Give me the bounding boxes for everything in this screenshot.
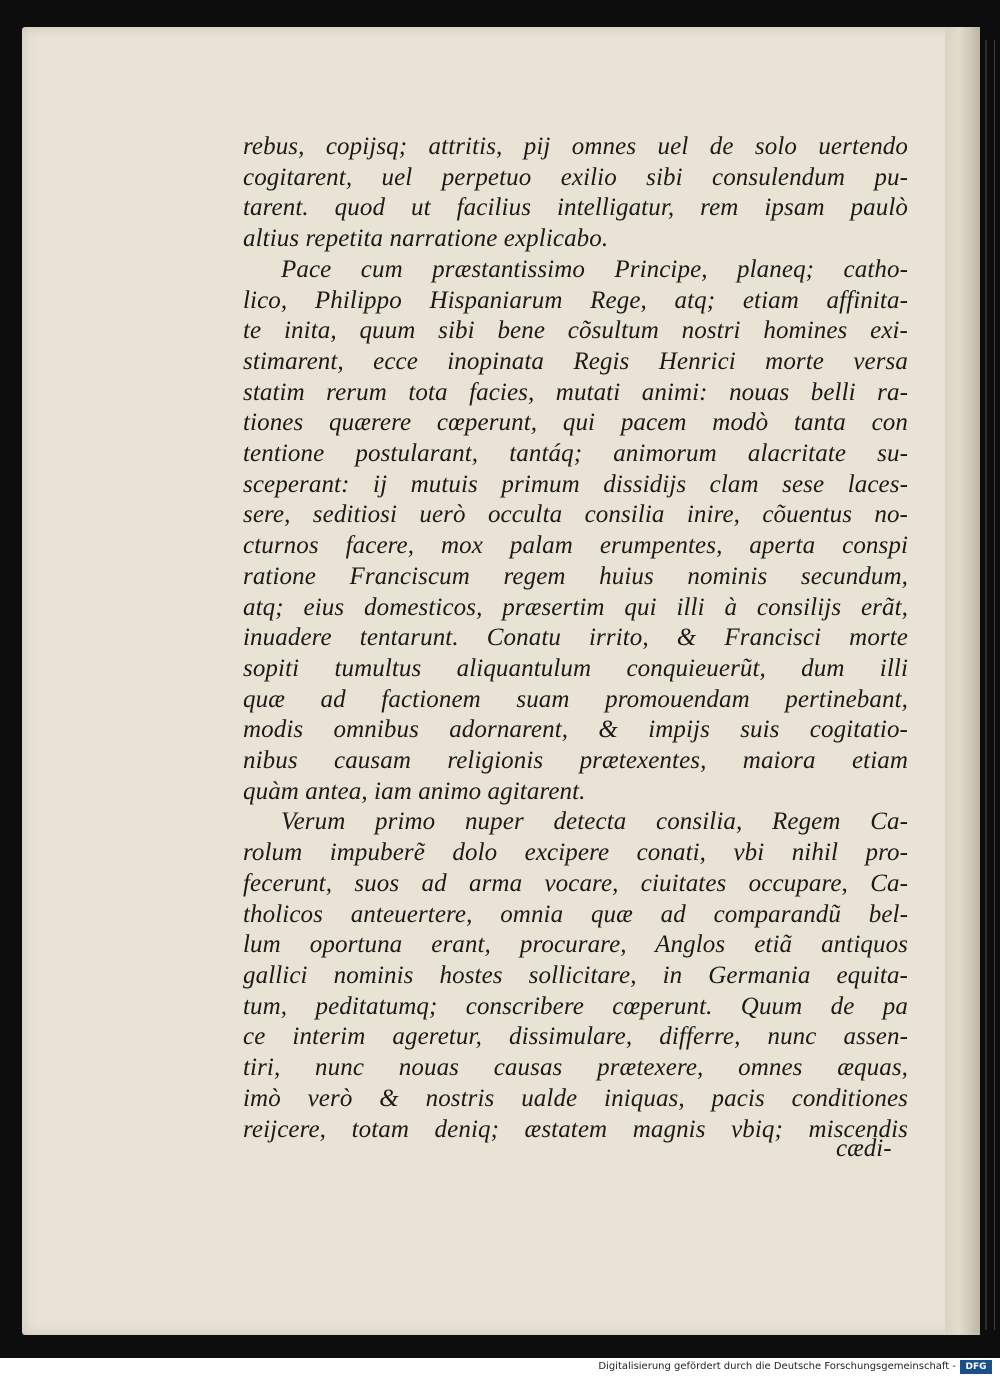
text-line: sere, seditiosi uerò occulta consilia inire, cõuentus no- (243, 501, 908, 529)
text-line: stimarent, ecce inopinata Regis Henrici morte versa (243, 347, 908, 375)
text-line: inuadere tentarunt. Conatu irrito, & Francisci morte (243, 624, 908, 652)
text-line: rolum impuberẽ dolo excipere conati, vbi nihil pro- (243, 839, 908, 867)
dfg-logo-icon: DFG (960, 1360, 992, 1374)
text-line: lum oportuna erant, procurare, Anglos etiã antiquos (243, 931, 908, 959)
text-line: atq; eius domesticos, præsertim qui illi à consilijs erãt, (243, 593, 908, 621)
footer-bar (0, 1358, 1000, 1378)
text-line: imò verò & nostris ualde iniquas, pacis conditiones (243, 1084, 908, 1112)
text-line: modis omnibus adornarent, & impijs suis cogitatio- (243, 716, 908, 744)
text-line: sopiti tumultus aliquantulum conquieuerũt, dum illi (243, 654, 908, 682)
text-line: Pace cum præstantissimo Principe, planeq; catho- (281, 255, 908, 283)
text-line: ce interim ageretur, dissimulare, differre, nunc assen- (243, 1023, 908, 1051)
text-line: lico, Philippo Hispaniarum Rege, atq; etiam affinita- (243, 286, 908, 314)
text-line: tentione postularant, tantáq; animorum alacritate su- (243, 440, 908, 468)
book-edge (985, 40, 995, 1330)
page-body-text (243, 132, 908, 1145)
text-line: sceperant: ij mutuis primum dissidijs clam sese laces- (243, 470, 908, 498)
text-line: gallici nominis hostes sollicitare, in Germania equita- (243, 961, 908, 989)
text-line: quàm antea, iam animo agitarent. (243, 777, 586, 805)
text-line: quæ ad factionem suam promouendam pertinebant, (243, 685, 908, 713)
text-line: statim rerum tota facies, mutati animi: nouas belli ra- (243, 378, 908, 406)
text-line: tum, peditatumq; conscribere cœperunt. Quum de pa (243, 992, 908, 1020)
text-line: cturnos facere, mox palam erumpentes, aperta conspi (243, 532, 908, 560)
text-line: ratione Franciscum regem huius nominis secundum, (243, 562, 908, 590)
text-line: tiri, nunc nouas causas prætexere, omnes æquas, (243, 1054, 908, 1082)
text-line: tholicos anteuertere, omnia quæ ad comparandũ bel- (243, 900, 908, 928)
text-line: altius repetita narratione explicabo. (243, 225, 609, 253)
text-line: nibus causam religionis prætexentes, maiora etiam (243, 747, 908, 775)
text-line: tiones quærere cœperunt, qui pacem modò tanta con (243, 409, 908, 437)
text-line: reijcere, totam deniq; æstatem magnis vbiq; miscendis (243, 1115, 908, 1143)
text-line: te inita, quum sibi bene cõsultum nostri homines exi- (243, 317, 908, 345)
text-line: Verum primo nuper detecta consilia, Regem Ca- (281, 808, 908, 836)
text-line: rebus, copijsq; attritis, pij omnes uel de solo uertendo (243, 133, 908, 160)
text-line: tarent. quod ut facilius intelligatur, rem ipsam paulò (243, 194, 908, 222)
text-line: cogitarent, uel perpetuo exilio sibi consulendum pu- (243, 163, 908, 191)
text-block (243, 132, 908, 1145)
catchword: cædi- (836, 1135, 892, 1162)
text-line: fecerunt, suos ad arma vocare, ciuitates occupare, Ca- (243, 869, 908, 897)
page-gutter (945, 27, 980, 1335)
funding-credit: Digitalisierung gefördert durch die Deutsche Forschungsgemeinschaft - (598, 1361, 956, 1372)
